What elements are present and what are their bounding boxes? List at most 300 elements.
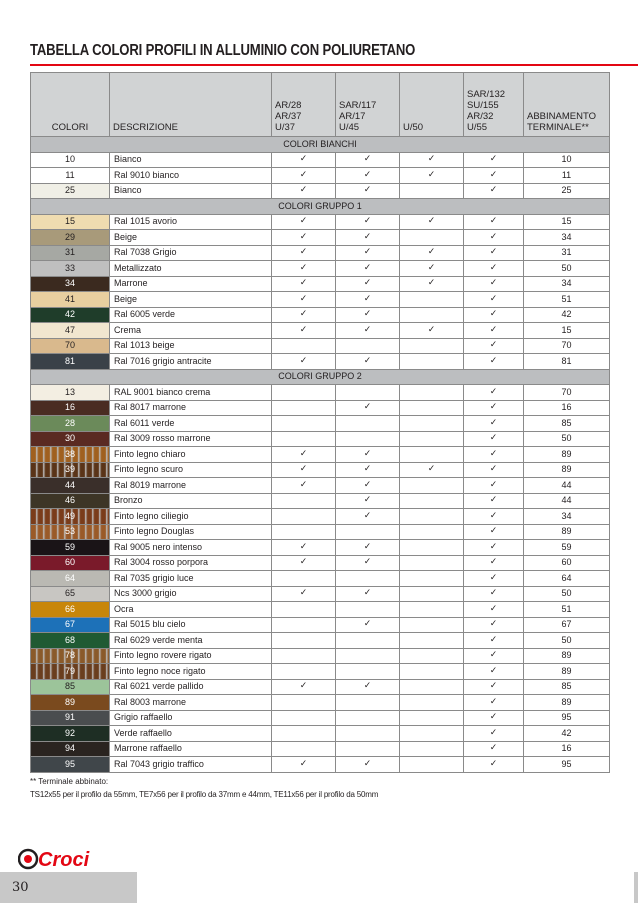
table-row	[31, 524, 610, 540]
terminal-code: 70	[524, 338, 610, 354]
compat-cell	[400, 648, 464, 664]
compat-cell	[400, 214, 464, 230]
terminal-code: 50	[524, 431, 610, 447]
compat-cell	[272, 509, 336, 525]
check-icon: ✓	[489, 154, 498, 165]
terminal-code: 10	[524, 152, 610, 168]
check-icon: ✓	[299, 169, 308, 180]
terminal-code: 25	[524, 183, 610, 199]
table-row	[31, 230, 610, 246]
terminal-code: 89	[524, 664, 610, 680]
check-icon: ✓	[363, 262, 372, 273]
compat-cell	[272, 245, 336, 261]
compat-cell	[464, 400, 524, 416]
compat-cell	[400, 323, 464, 339]
check-icon: ✓	[299, 293, 308, 304]
color-description: Ral 5015 blu cielo	[110, 617, 272, 633]
check-icon: ✓	[489, 402, 498, 413]
group-name: COLORI GRUPPO 1	[31, 199, 610, 215]
color-swatch-code: 46	[31, 493, 110, 509]
check-icon: ✓	[489, 696, 498, 707]
color-swatch-code: 42	[31, 307, 110, 323]
check-icon: ✓	[363, 169, 372, 180]
check-icon: ✓	[363, 495, 372, 506]
check-icon: ✓	[489, 510, 498, 521]
check-icon: ✓	[299, 479, 308, 490]
compat-cell	[400, 431, 464, 447]
compat-cell	[336, 400, 400, 416]
table-row	[31, 571, 610, 587]
compat-cell	[464, 168, 524, 184]
color-swatch-code: 53	[31, 524, 110, 540]
compat-cell	[464, 214, 524, 230]
check-icon: ✓	[489, 464, 498, 475]
compat-cell	[272, 462, 336, 478]
color-description: Ral 6011 verde	[110, 416, 272, 432]
header-profile-1	[272, 73, 336, 137]
compat-cell	[272, 757, 336, 773]
compat-cell	[464, 586, 524, 602]
color-swatch-code: 66	[31, 602, 110, 618]
table-row	[31, 354, 610, 370]
table-header-row	[31, 73, 610, 137]
check-icon: ✓	[363, 247, 372, 258]
terminal-code: 51	[524, 602, 610, 618]
compat-cell	[336, 152, 400, 168]
color-description: Bronzo	[110, 493, 272, 509]
compat-cell	[464, 493, 524, 509]
terminal-code: 16	[524, 741, 610, 757]
check-icon: ✓	[427, 154, 436, 165]
compat-cell	[400, 152, 464, 168]
compat-cell	[272, 648, 336, 664]
compat-cell	[336, 478, 400, 494]
color-description: Verde raffaello	[110, 726, 272, 742]
color-swatch-code: 33	[31, 261, 110, 277]
color-description: Ral 7038 Grigio	[110, 245, 272, 261]
header-profile-line: AR/32	[467, 111, 494, 122]
table-row	[31, 757, 610, 773]
header-abbinamento-line: ABBINAMENTO	[527, 111, 596, 122]
compat-cell	[464, 726, 524, 742]
compat-cell	[336, 261, 400, 277]
table-row	[31, 648, 610, 664]
header-profile-line: SAR/132	[467, 89, 506, 100]
color-description: Grigio raffaello	[110, 710, 272, 726]
check-icon: ✓	[489, 216, 498, 227]
check-icon: ✓	[489, 712, 498, 723]
terminal-code: 15	[524, 323, 610, 339]
color-swatch-code: 13	[31, 385, 110, 401]
check-icon: ✓	[363, 324, 372, 335]
table-row	[31, 586, 610, 602]
table-row	[31, 338, 610, 354]
color-description: Beige	[110, 230, 272, 246]
check-icon: ✓	[489, 588, 498, 599]
compat-cell	[464, 447, 524, 463]
color-swatch-code: 64	[31, 571, 110, 587]
check-icon: ✓	[299, 588, 308, 599]
table-row	[31, 292, 610, 308]
table-row	[31, 462, 610, 478]
table-row	[31, 710, 610, 726]
compat-cell	[464, 292, 524, 308]
color-description: Metallizzato	[110, 261, 272, 277]
check-icon: ✓	[489, 758, 498, 769]
color-swatch-code: 60	[31, 555, 110, 571]
check-icon: ✓	[489, 247, 498, 258]
terminal-code: 64	[524, 571, 610, 587]
check-icon: ✓	[363, 216, 372, 227]
title-rule	[30, 64, 638, 66]
check-icon: ✓	[427, 278, 436, 289]
table-row	[31, 168, 610, 184]
compat-cell	[464, 354, 524, 370]
check-icon: ✓	[299, 681, 308, 692]
color-swatch-code: 91	[31, 710, 110, 726]
compat-cell	[464, 261, 524, 277]
terminal-code: 85	[524, 416, 610, 432]
terminal-code: 89	[524, 524, 610, 540]
page-corner-bar	[634, 872, 638, 903]
table-row	[31, 323, 610, 339]
compat-cell	[336, 633, 400, 649]
check-icon: ✓	[489, 169, 498, 180]
color-swatch-code: 28	[31, 416, 110, 432]
terminal-code: 16	[524, 400, 610, 416]
check-icon: ✓	[489, 650, 498, 661]
check-icon: ✓	[489, 433, 498, 444]
compat-cell	[272, 400, 336, 416]
compat-cell	[336, 416, 400, 432]
check-icon: ✓	[489, 231, 498, 242]
compat-cell	[272, 230, 336, 246]
compat-cell	[400, 571, 464, 587]
compat-cell	[464, 431, 524, 447]
compat-cell	[272, 276, 336, 292]
check-icon: ✓	[299, 448, 308, 459]
compat-cell	[400, 633, 464, 649]
compat-cell	[336, 385, 400, 401]
check-icon: ✓	[489, 634, 498, 645]
compat-cell	[272, 385, 336, 401]
table-row	[31, 183, 610, 199]
compat-cell	[400, 664, 464, 680]
color-description: Ral 7043 grigio traffico	[110, 757, 272, 773]
header-profile-line: AR/17	[339, 111, 366, 122]
check-icon: ✓	[489, 727, 498, 738]
compat-cell	[336, 462, 400, 478]
compat-cell	[336, 493, 400, 509]
color-swatch-code: 30	[31, 431, 110, 447]
table-row	[31, 633, 610, 649]
group-name: COLORI GRUPPO 2	[31, 369, 610, 385]
table-row	[31, 478, 610, 494]
color-swatch-code: 16	[31, 400, 110, 416]
table-row	[31, 726, 610, 742]
compat-cell	[272, 524, 336, 540]
check-icon: ✓	[299, 758, 308, 769]
compat-cell	[400, 276, 464, 292]
compat-cell	[464, 617, 524, 633]
check-icon: ✓	[363, 758, 372, 769]
terminal-code: 42	[524, 726, 610, 742]
check-icon: ✓	[363, 154, 372, 165]
color-description: Ral 6005 verde	[110, 307, 272, 323]
compat-cell	[272, 741, 336, 757]
compat-cell	[464, 571, 524, 587]
compat-cell	[400, 338, 464, 354]
compat-cell	[272, 338, 336, 354]
color-swatch-code: 70	[31, 338, 110, 354]
color-description: Ocra	[110, 602, 272, 618]
compat-cell	[272, 710, 336, 726]
compat-cell	[336, 168, 400, 184]
color-swatch-code: 79	[31, 664, 110, 680]
color-swatch-code: 29	[31, 230, 110, 246]
color-description: Marrone raffaello	[110, 741, 272, 757]
compat-cell	[464, 183, 524, 199]
compat-cell	[272, 726, 336, 742]
compat-cell	[400, 230, 464, 246]
terminal-code: 34	[524, 276, 610, 292]
header-profile-line: SAR/117	[339, 100, 377, 111]
terminal-code: 67	[524, 617, 610, 633]
compat-cell	[272, 602, 336, 618]
table-row	[31, 447, 610, 463]
color-description: Ral 3009 rosso marrone	[110, 431, 272, 447]
compat-cell	[336, 276, 400, 292]
header-profile-4	[464, 73, 524, 137]
check-icon: ✓	[299, 324, 308, 335]
color-swatch-code: 67	[31, 617, 110, 633]
check-icon: ✓	[299, 216, 308, 227]
compat-cell	[336, 586, 400, 602]
check-icon: ✓	[489, 386, 498, 397]
table-row	[31, 602, 610, 618]
check-icon: ✓	[489, 619, 498, 630]
compat-cell	[464, 710, 524, 726]
check-icon: ✓	[363, 309, 372, 320]
check-icon: ✓	[363, 231, 372, 242]
compat-cell	[336, 648, 400, 664]
check-icon: ✓	[489, 603, 498, 614]
check-icon: ✓	[363, 619, 372, 630]
color-swatch-code: 49	[31, 509, 110, 525]
color-description: Ral 9010 bianco	[110, 168, 272, 184]
color-swatch-code: 10	[31, 152, 110, 168]
compat-cell	[336, 617, 400, 633]
compat-cell	[336, 695, 400, 711]
compat-cell	[400, 741, 464, 757]
compat-cell	[272, 261, 336, 277]
terminal-code: 11	[524, 168, 610, 184]
color-description: Crema	[110, 323, 272, 339]
check-icon: ✓	[299, 231, 308, 242]
check-icon: ✓	[489, 262, 498, 273]
color-swatch-code: 92	[31, 726, 110, 742]
compat-cell	[400, 602, 464, 618]
color-swatch-code: 38	[31, 447, 110, 463]
terminal-code: 44	[524, 493, 610, 509]
terminal-code: 89	[524, 648, 610, 664]
terminal-code: 89	[524, 447, 610, 463]
compat-cell	[272, 152, 336, 168]
terminal-code: 34	[524, 230, 610, 246]
header-colori: COLORI	[31, 73, 110, 137]
compat-cell	[336, 555, 400, 571]
compat-cell	[400, 261, 464, 277]
terminal-code: 31	[524, 245, 610, 261]
compat-cell	[336, 245, 400, 261]
check-icon: ✓	[299, 185, 308, 196]
group-header-row	[31, 369, 610, 385]
compat-cell	[272, 431, 336, 447]
terminal-code: 81	[524, 354, 610, 370]
table-row	[31, 431, 610, 447]
table-row	[31, 664, 610, 680]
table-row	[31, 741, 610, 757]
compat-cell	[464, 230, 524, 246]
compat-cell	[464, 679, 524, 695]
table-row	[31, 400, 610, 416]
check-icon: ✓	[427, 247, 436, 258]
table-row	[31, 679, 610, 695]
terminal-code: 89	[524, 695, 610, 711]
compat-cell	[464, 323, 524, 339]
color-swatch-code: 94	[31, 741, 110, 757]
page-title: TABELLA COLORI PROFILI IN ALLUMINIO CON POLIURETANO	[30, 42, 416, 59]
compat-cell	[400, 462, 464, 478]
compat-cell	[272, 447, 336, 463]
terminal-code: 50	[524, 633, 610, 649]
color-description: Finto legno scuro	[110, 462, 272, 478]
compat-cell	[464, 307, 524, 323]
color-swatch-code: 15	[31, 214, 110, 230]
terminal-code: 15	[524, 214, 610, 230]
color-description: Ral 3004 rosso porpora	[110, 555, 272, 571]
svg-text:Croci: Croci	[38, 849, 90, 871]
table-row	[31, 261, 610, 277]
terminal-code: 89	[524, 462, 610, 478]
compat-cell	[400, 354, 464, 370]
color-description: Finto legno rovere rigato	[110, 648, 272, 664]
color-swatch-code: 65	[31, 586, 110, 602]
compat-cell	[336, 741, 400, 757]
check-icon: ✓	[363, 588, 372, 599]
color-description: Ncs 3000 grigio	[110, 586, 272, 602]
table-row	[31, 493, 610, 509]
compat-cell	[464, 633, 524, 649]
table-row	[31, 695, 610, 711]
compat-cell	[400, 710, 464, 726]
compat-cell	[336, 323, 400, 339]
compat-cell	[272, 354, 336, 370]
color-swatch-code: 95	[31, 757, 110, 773]
compat-cell	[336, 602, 400, 618]
terminal-code: 59	[524, 540, 610, 556]
check-icon: ✓	[363, 479, 372, 490]
check-icon: ✓	[489, 681, 498, 692]
check-icon: ✓	[427, 262, 436, 273]
group-name: COLORI BIANCHI	[31, 137, 610, 153]
compat-cell	[272, 695, 336, 711]
compat-cell	[272, 416, 336, 432]
color-swatch-code: 81	[31, 354, 110, 370]
check-icon: ✓	[489, 495, 498, 506]
check-icon: ✓	[299, 557, 308, 568]
color-description: Bianco	[110, 152, 272, 168]
color-swatch-code: 34	[31, 276, 110, 292]
table-row	[31, 385, 610, 401]
compat-cell	[272, 183, 336, 199]
compat-cell	[400, 695, 464, 711]
table-row	[31, 214, 610, 230]
compat-cell	[336, 524, 400, 540]
check-icon: ✓	[363, 278, 372, 289]
compat-cell	[336, 230, 400, 246]
color-swatch-code: 85	[31, 679, 110, 695]
color-swatch-code: 78	[31, 648, 110, 664]
compat-cell	[336, 447, 400, 463]
check-icon: ✓	[489, 417, 498, 428]
compat-cell	[272, 493, 336, 509]
check-icon: ✓	[427, 216, 436, 227]
check-icon: ✓	[427, 324, 436, 335]
compat-cell	[336, 509, 400, 525]
color-description: Finto legno ciliegio	[110, 509, 272, 525]
compat-cell	[464, 276, 524, 292]
header-profile-line: SU/155	[467, 100, 499, 111]
check-icon: ✓	[489, 572, 498, 583]
check-icon: ✓	[363, 402, 372, 413]
terminal-code: 95	[524, 757, 610, 773]
check-icon: ✓	[427, 169, 436, 180]
compat-cell	[400, 292, 464, 308]
check-icon: ✓	[299, 247, 308, 258]
table-row	[31, 617, 610, 633]
check-icon: ✓	[363, 355, 372, 366]
terminal-code: 34	[524, 509, 610, 525]
check-icon: ✓	[489, 541, 498, 552]
compat-cell	[400, 555, 464, 571]
compat-cell	[336, 338, 400, 354]
color-description: Ral 6029 verde menta	[110, 633, 272, 649]
compat-cell	[400, 307, 464, 323]
check-icon: ✓	[489, 526, 498, 537]
terminal-code: 70	[524, 385, 610, 401]
header-descrizione: DESCRIZIONE	[110, 73, 272, 137]
header-abbinamento	[524, 73, 610, 137]
compat-cell	[400, 617, 464, 633]
color-description: Ral 1015 avorio	[110, 214, 272, 230]
header-profile-line: AR/37	[275, 111, 302, 122]
header-profile-2	[336, 73, 400, 137]
color-description: Ral 8003 marrone	[110, 695, 272, 711]
check-icon: ✓	[363, 510, 372, 521]
compat-cell	[400, 540, 464, 556]
compat-cell	[272, 633, 336, 649]
compat-cell	[400, 524, 464, 540]
check-icon: ✓	[363, 557, 372, 568]
terminal-code: 50	[524, 586, 610, 602]
page-number: 30	[12, 880, 29, 895]
check-icon: ✓	[489, 557, 498, 568]
compat-cell	[336, 710, 400, 726]
terminal-code: 44	[524, 478, 610, 494]
compat-cell	[336, 726, 400, 742]
compat-cell	[336, 679, 400, 695]
